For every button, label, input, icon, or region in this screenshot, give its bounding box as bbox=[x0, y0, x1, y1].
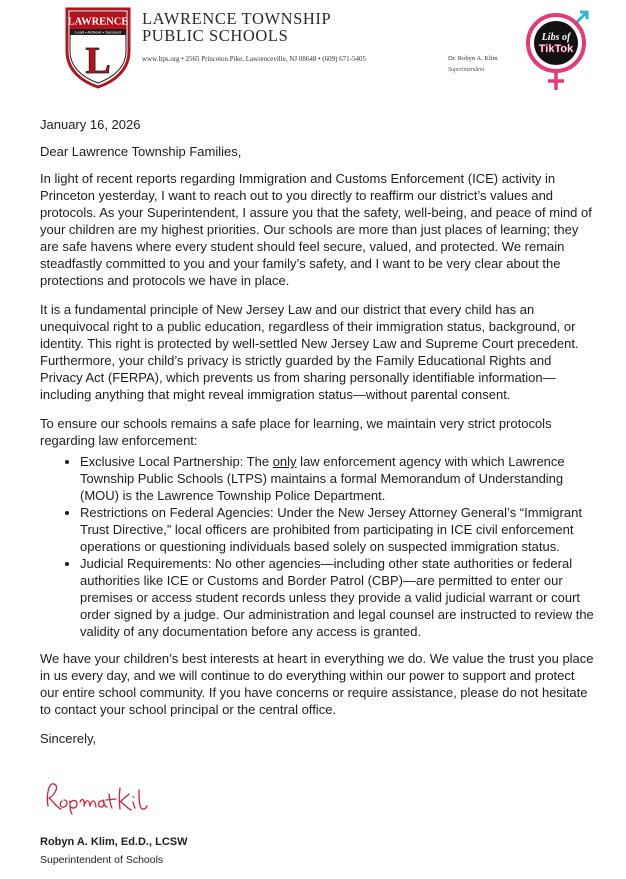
badge-text-line2: TikTok bbox=[538, 43, 574, 55]
handwritten-signature bbox=[40, 772, 190, 817]
signer-title: Superintendent of Schools bbox=[40, 854, 164, 866]
emphasis-only: only bbox=[272, 454, 297, 469]
paragraph-right-to-education: It is a fundamental principle of New Jersey Law and our district that every child has an unequivocal right to a public education, regardless of their immigration status, background, or identity. This right is protected by well-settled New Jersey Law and Supreme Court precedent. Furthermore, your child’s privacy is strictly guarded by the Family Educational Rights and Privacy Act (FERPA), which prevents us from sharing personally identifiable information—including anything that might reveal immigration status—without parental consent. bbox=[40, 302, 579, 402]
header-superintendent-title: Superintendent bbox=[448, 67, 485, 73]
protocol-item-text: law enforcement agency with which Lawrence Township Public Schools (LTPS) maintains a formal Memorandum of Understanding (MOU) is the Lawrence Township Police Department. bbox=[80, 454, 565, 503]
shield-motto-text: Lead • Achieve • Succeed bbox=[75, 29, 121, 35]
district-address: www.ltps.org • 2565 Princeton Pike, Lawrenceville, NJ 08648 • (609) 671-5405 bbox=[142, 55, 367, 63]
paragraph-ice-activity: In light of recent reports regarding Immigration and Customs Enforcement (ICE) activity in Princeton yesterday, I want to reach out to you directly to reaffirm our district’s values and protocols. As your Superintendent, I assure you that the safety, well-being, and peace of mind of your children are my highest priorities. Our schools are more than just places of learning; they are safe havens where every student should feel secure, valued, and protected. We remain steadfastly committed to you and your family’s safety, and I want to be very clear about the protections and protocols we have in place. bbox=[40, 171, 592, 288]
header-superintendent-name: Dr. Robyn A. Klim bbox=[448, 55, 498, 62]
protocol-item-local-partnership bbox=[80, 453, 595, 504]
district-shield-logo bbox=[63, 5, 133, 89]
shield-letter: L bbox=[85, 40, 111, 82]
libs-of-tiktok-badge bbox=[521, 8, 591, 94]
shield-title-text: LAWRENCE bbox=[67, 16, 129, 28]
protocol-item-text: Exclusive Local Partnership: The bbox=[80, 454, 273, 469]
district-name: LAWRENCE TOWNSHIP PUBLIC SCHOOLS bbox=[142, 9, 332, 45]
paragraph-protocols-intro: To ensure our schools remains a safe place for learning, we maintain very strict protocols regarding law enforcement: bbox=[40, 416, 552, 448]
letter-greeting: Dear Lawrence Township Families, bbox=[40, 144, 242, 159]
letter-closing: Sincerely, bbox=[40, 731, 97, 746]
protocol-item-judicial-requirements: • Judicial Requirements: No other agencies—including other state authorities or federal authorities like ICE or Customs and Border Patrol (CBP)—are permitted to enter our premises or access student records unless they provide a valid judicial warrant or court order signed by a judge. Our administration and legal counsel are instructed to review the validity of any documentation before any access is granted. bbox=[80, 555, 595, 640]
letter-body bbox=[40, 116, 595, 747]
signer-name: Robyn A. Klim, Ed.D., LCSW bbox=[40, 836, 188, 848]
badge-text-line1: Libs of bbox=[541, 32, 571, 43]
protocol-list bbox=[40, 453, 595, 640]
letter-date: January 16, 2026 bbox=[40, 117, 141, 132]
paragraph-closing-message: We have your children’s best interests at heart in everything we do. We value the trust you place in us every day, and we will continue to do everything within our power to support and protect our entire school community. If you have concerns or require assistance, please do not hesitate to contact your school principal or the central office. bbox=[40, 651, 594, 717]
protocol-item-federal-restrictions: • Restrictions on Federal Agencies: Under the New Jersey Attorney General’s “Immigrant Trust Directive,” local officers are prohibited from participating in ICE civil enforcement operations or questioning individuals based solely on suspected immigration status. bbox=[80, 504, 595, 555]
